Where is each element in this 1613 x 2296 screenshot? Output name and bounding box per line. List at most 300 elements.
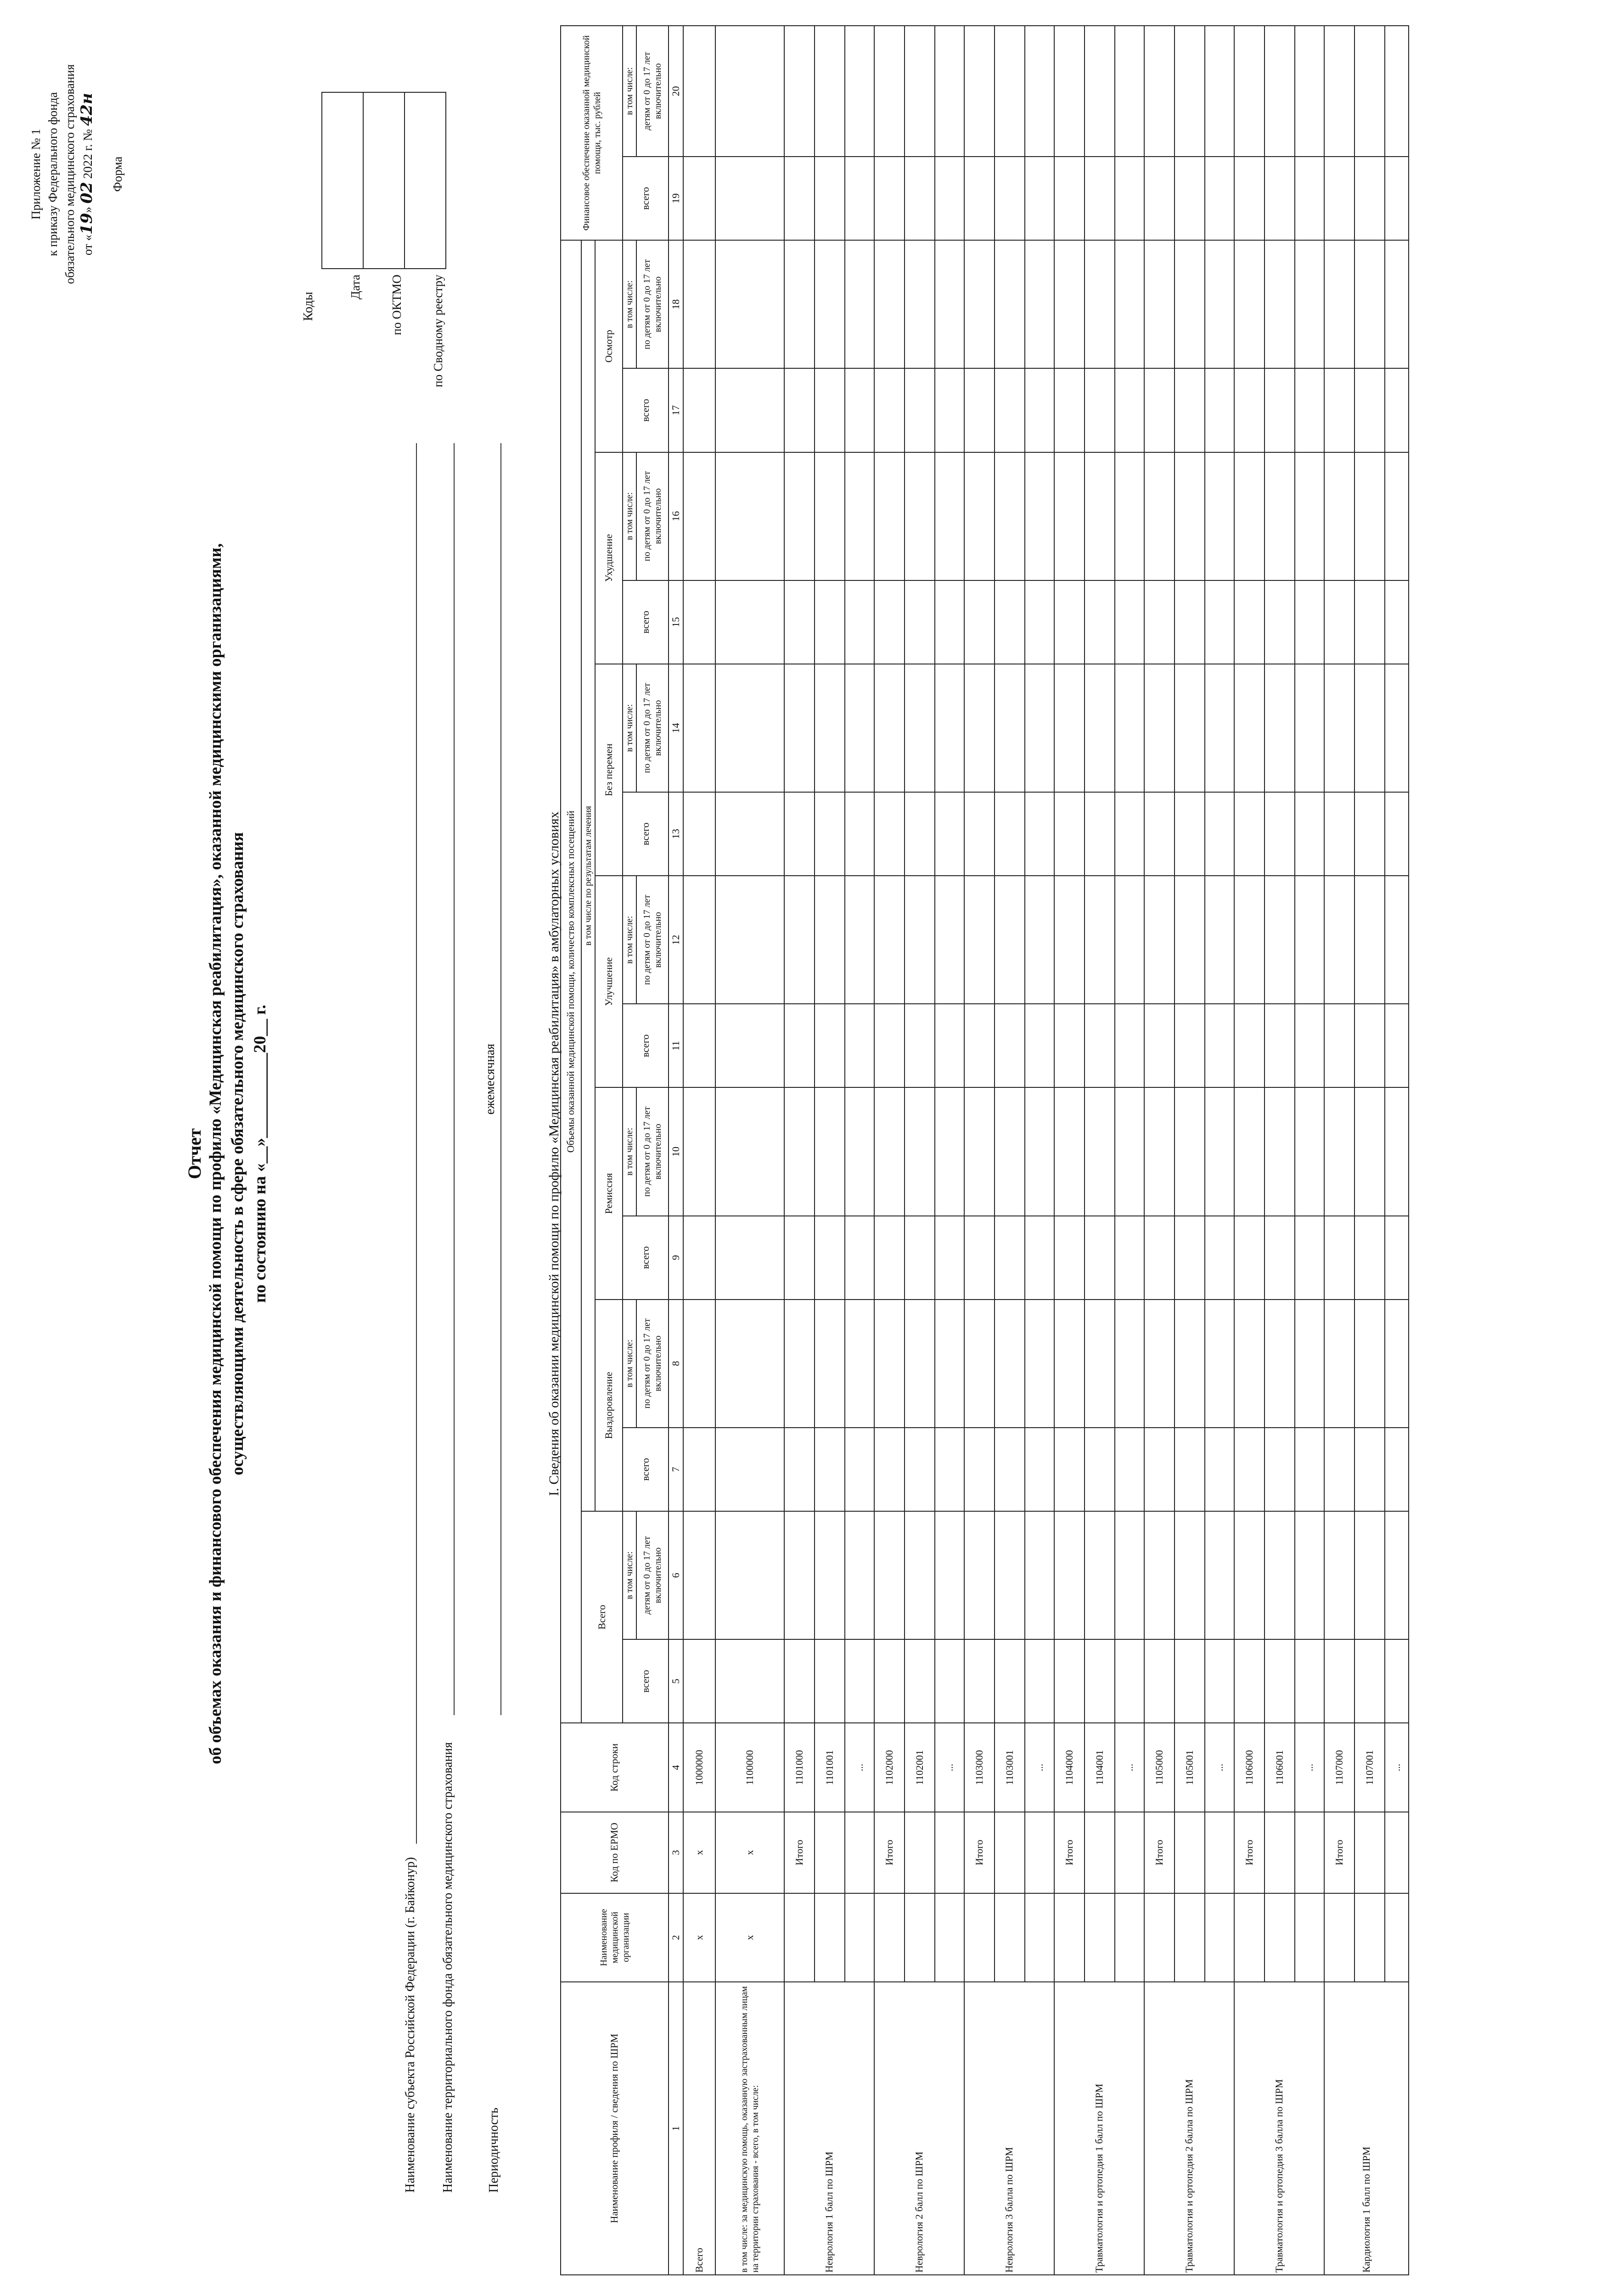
data-cell[interactable] — [1054, 1639, 1085, 1723]
data-cell[interactable] — [935, 1639, 964, 1723]
data-cell[interactable] — [1234, 580, 1265, 664]
data-cell[interactable] — [1295, 876, 1324, 1004]
data-cell[interactable] — [815, 580, 845, 664]
data-cell[interactable] — [1205, 580, 1234, 664]
data-cell[interactable] — [1085, 1087, 1115, 1216]
data-cell[interactable] — [1054, 1511, 1085, 1639]
data-cell[interactable] — [1324, 1511, 1354, 1639]
data-cell[interactable] — [683, 1511, 715, 1639]
data-cell[interactable] — [964, 1428, 995, 1511]
data-cell[interactable] — [1295, 580, 1324, 664]
data-cell[interactable] — [784, 1087, 815, 1216]
data-cell[interactable] — [1175, 1511, 1205, 1639]
data-cell[interactable] — [1354, 664, 1385, 792]
data-cell[interactable] — [1354, 368, 1385, 452]
data-cell[interactable] — [1234, 1428, 1265, 1511]
data-cell[interactable] — [1324, 26, 1354, 157]
data-cell[interactable] — [1085, 664, 1115, 792]
data-cell[interactable] — [995, 1087, 1025, 1216]
data-cell[interactable] — [815, 1428, 845, 1511]
data-cell[interactable] — [1085, 157, 1115, 240]
data-cell[interactable] — [1085, 1004, 1115, 1087]
data-cell[interactable] — [1205, 792, 1234, 876]
data-cell[interactable] — [1385, 1004, 1409, 1087]
data-cell[interactable] — [1054, 26, 1085, 157]
data-cell[interactable] — [1265, 1087, 1295, 1216]
data-cell[interactable] — [1295, 1300, 1324, 1428]
data-cell[interactable] — [1234, 26, 1265, 157]
data-cell[interactable] — [1025, 452, 1054, 580]
data-cell[interactable] — [905, 1300, 935, 1428]
data-cell[interactable] — [715, 26, 784, 157]
data-cell[interactable] — [845, 1639, 874, 1723]
data-cell[interactable] — [683, 664, 715, 792]
data-cell[interactable] — [1324, 792, 1354, 876]
row-org[interactable] — [1175, 1893, 1205, 1982]
data-cell[interactable] — [995, 664, 1025, 792]
data-cell[interactable] — [1054, 157, 1085, 240]
data-cell[interactable] — [1205, 157, 1234, 240]
data-cell[interactable] — [1144, 792, 1175, 876]
data-cell[interactable] — [935, 876, 964, 1004]
data-cell[interactable] — [1205, 664, 1234, 792]
data-cell[interactable] — [995, 157, 1025, 240]
data-cell[interactable] — [995, 876, 1025, 1004]
data-cell[interactable] — [1265, 1428, 1295, 1511]
row-org[interactable] — [995, 1893, 1025, 1982]
data-cell[interactable] — [683, 240, 715, 368]
data-cell[interactable] — [845, 1087, 874, 1216]
data-cell[interactable] — [905, 26, 935, 157]
data-cell[interactable] — [1144, 1216, 1175, 1300]
row-ermo[interactable] — [1385, 1812, 1409, 1893]
data-cell[interactable] — [715, 1300, 784, 1428]
data-cell[interactable] — [1205, 1639, 1234, 1723]
data-cell[interactable] — [1115, 1300, 1144, 1428]
data-cell[interactable] — [1265, 368, 1295, 452]
data-cell[interactable] — [1205, 452, 1234, 580]
row-org[interactable] — [1324, 1893, 1354, 1982]
data-cell[interactable] — [1265, 157, 1295, 240]
data-cell[interactable] — [905, 1639, 935, 1723]
data-cell[interactable] — [1265, 1216, 1295, 1300]
data-cell[interactable] — [815, 1004, 845, 1087]
data-cell[interactable] — [784, 452, 815, 580]
row-org[interactable] — [1085, 1893, 1115, 1982]
data-cell[interactable] — [715, 1087, 784, 1216]
data-cell[interactable] — [1385, 664, 1409, 792]
data-cell[interactable] — [715, 1639, 784, 1723]
data-cell[interactable] — [1085, 580, 1115, 664]
data-cell[interactable] — [964, 368, 995, 452]
data-cell[interactable] — [964, 876, 995, 1004]
data-cell[interactable] — [845, 580, 874, 664]
data-cell[interactable] — [1324, 1087, 1354, 1216]
data-cell[interactable] — [1354, 452, 1385, 580]
data-cell[interactable] — [1234, 452, 1265, 580]
data-cell[interactable] — [1085, 1639, 1115, 1723]
data-cell[interactable] — [1054, 792, 1085, 876]
data-cell[interactable] — [1385, 157, 1409, 240]
data-cell[interactable] — [874, 1428, 905, 1511]
data-cell[interactable] — [784, 1511, 815, 1639]
data-cell[interactable] — [995, 368, 1025, 452]
data-cell[interactable] — [845, 368, 874, 452]
data-cell[interactable] — [1115, 1216, 1144, 1300]
data-cell[interactable] — [683, 1428, 715, 1511]
data-cell[interactable] — [1025, 1216, 1054, 1300]
data-cell[interactable] — [1085, 876, 1115, 1004]
data-cell[interactable] — [1115, 1639, 1144, 1723]
row-org[interactable] — [784, 1893, 815, 1982]
data-cell[interactable] — [905, 240, 935, 368]
row-ermo[interactable] — [1295, 1812, 1324, 1893]
data-cell[interactable] — [964, 26, 995, 157]
data-cell[interactable] — [1144, 1300, 1175, 1428]
data-cell[interactable] — [1175, 792, 1205, 876]
row-ermo[interactable] — [1205, 1812, 1234, 1893]
data-cell[interactable] — [1025, 792, 1054, 876]
row-org[interactable] — [1115, 1893, 1144, 1982]
data-cell[interactable] — [995, 1216, 1025, 1300]
data-cell[interactable] — [905, 157, 935, 240]
data-cell[interactable] — [784, 1300, 815, 1428]
data-cell[interactable] — [1324, 1004, 1354, 1087]
data-cell[interactable] — [1385, 452, 1409, 580]
data-cell[interactable] — [935, 792, 964, 876]
row-org[interactable] — [1385, 1893, 1409, 1982]
data-cell[interactable] — [1324, 452, 1354, 580]
data-cell[interactable] — [784, 240, 815, 368]
data-cell[interactable] — [815, 368, 845, 452]
codes-date-box[interactable] — [322, 92, 363, 269]
data-cell[interactable] — [1175, 876, 1205, 1004]
data-cell[interactable] — [935, 1428, 964, 1511]
data-cell[interactable] — [935, 157, 964, 240]
row-ermo[interactable] — [905, 1812, 935, 1893]
data-cell[interactable] — [874, 876, 905, 1004]
data-cell[interactable] — [1115, 792, 1144, 876]
data-cell[interactable] — [683, 26, 715, 157]
data-cell[interactable] — [1385, 368, 1409, 452]
data-cell[interactable] — [1144, 157, 1175, 240]
data-cell[interactable] — [964, 792, 995, 876]
data-cell[interactable] — [905, 368, 935, 452]
data-cell[interactable] — [715, 876, 784, 1004]
data-cell[interactable] — [1175, 368, 1205, 452]
data-cell[interactable] — [715, 368, 784, 452]
data-cell[interactable] — [1054, 1428, 1085, 1511]
data-cell[interactable] — [1025, 368, 1054, 452]
data-cell[interactable] — [1115, 1004, 1144, 1087]
data-cell[interactable] — [1144, 452, 1175, 580]
data-cell[interactable] — [1265, 1511, 1295, 1639]
data-cell[interactable] — [1054, 1216, 1085, 1300]
data-cell[interactable] — [784, 157, 815, 240]
data-cell[interactable] — [683, 876, 715, 1004]
data-cell[interactable] — [683, 1639, 715, 1723]
data-cell[interactable] — [1175, 1216, 1205, 1300]
row-org[interactable] — [1265, 1893, 1295, 1982]
data-cell[interactable] — [845, 26, 874, 157]
data-cell[interactable] — [845, 1004, 874, 1087]
data-cell[interactable] — [1175, 1300, 1205, 1428]
data-cell[interactable] — [683, 368, 715, 452]
data-cell[interactable] — [935, 1004, 964, 1087]
data-cell[interactable] — [784, 664, 815, 792]
data-cell[interactable] — [1205, 1004, 1234, 1087]
data-cell[interactable] — [1025, 240, 1054, 368]
data-cell[interactable] — [995, 26, 1025, 157]
data-cell[interactable] — [935, 1087, 964, 1216]
data-cell[interactable] — [784, 26, 815, 157]
data-cell[interactable] — [1354, 1511, 1385, 1639]
data-cell[interactable] — [784, 1216, 815, 1300]
row-ermo[interactable] — [1025, 1812, 1054, 1893]
data-cell[interactable] — [905, 452, 935, 580]
data-cell[interactable] — [815, 1511, 845, 1639]
data-cell[interactable] — [1175, 240, 1205, 368]
data-cell[interactable] — [1205, 368, 1234, 452]
data-cell[interactable] — [1115, 452, 1144, 580]
data-cell[interactable] — [845, 1511, 874, 1639]
data-cell[interactable] — [1144, 26, 1175, 157]
codes-registry-box[interactable] — [405, 92, 446, 269]
data-cell[interactable] — [1324, 1216, 1354, 1300]
data-cell[interactable] — [815, 792, 845, 876]
data-cell[interactable] — [1234, 792, 1265, 876]
fund-line[interactable] — [454, 443, 455, 1715]
row-org[interactable] — [874, 1893, 905, 1982]
data-cell[interactable] — [1115, 368, 1144, 452]
data-cell[interactable] — [964, 1300, 995, 1428]
data-cell[interactable] — [1085, 368, 1115, 452]
data-cell[interactable] — [1295, 368, 1324, 452]
data-cell[interactable] — [1385, 792, 1409, 876]
data-cell[interactable] — [1324, 240, 1354, 368]
data-cell[interactable] — [1025, 1300, 1054, 1428]
data-cell[interactable] — [1115, 876, 1144, 1004]
data-cell[interactable] — [995, 240, 1025, 368]
data-cell[interactable] — [1025, 664, 1054, 792]
data-cell[interactable] — [1265, 26, 1295, 157]
data-cell[interactable] — [1265, 1004, 1295, 1087]
data-cell[interactable] — [1205, 1428, 1234, 1511]
data-cell[interactable] — [1265, 240, 1295, 368]
data-cell[interactable] — [905, 1428, 935, 1511]
data-cell[interactable] — [784, 1004, 815, 1087]
data-cell[interactable] — [1115, 1511, 1144, 1639]
data-cell[interactable] — [845, 1300, 874, 1428]
data-cell[interactable] — [1175, 664, 1205, 792]
data-cell[interactable] — [874, 452, 905, 580]
data-cell[interactable] — [935, 1216, 964, 1300]
data-cell[interactable] — [935, 452, 964, 580]
data-cell[interactable] — [1324, 1300, 1354, 1428]
data-cell[interactable] — [1385, 1639, 1409, 1723]
data-cell[interactable] — [1385, 1428, 1409, 1511]
data-cell[interactable] — [1234, 240, 1265, 368]
data-cell[interactable] — [1115, 240, 1144, 368]
data-cell[interactable] — [815, 664, 845, 792]
data-cell[interactable] — [995, 452, 1025, 580]
data-cell[interactable] — [1175, 1639, 1205, 1723]
data-cell[interactable] — [1234, 368, 1265, 452]
data-cell[interactable] — [995, 1428, 1025, 1511]
data-cell[interactable] — [964, 1216, 995, 1300]
data-cell[interactable] — [715, 240, 784, 368]
data-cell[interactable] — [874, 580, 905, 664]
data-cell[interactable] — [874, 664, 905, 792]
data-cell[interactable] — [1295, 792, 1324, 876]
data-cell[interactable] — [715, 580, 784, 664]
row-org[interactable] — [1025, 1893, 1054, 1982]
data-cell[interactable] — [964, 1087, 995, 1216]
codes-oktmo-box[interactable] — [363, 92, 405, 269]
data-cell[interactable] — [995, 1300, 1025, 1428]
data-cell[interactable] — [964, 664, 995, 792]
row-ermo[interactable] — [815, 1812, 845, 1893]
row-ermo[interactable] — [845, 1812, 874, 1893]
data-cell[interactable] — [935, 580, 964, 664]
row-org[interactable] — [1354, 1893, 1385, 1982]
data-cell[interactable] — [964, 1004, 995, 1087]
data-cell[interactable] — [1385, 240, 1409, 368]
row-org[interactable] — [905, 1893, 935, 1982]
row-ermo[interactable] — [1085, 1812, 1115, 1893]
data-cell[interactable] — [964, 452, 995, 580]
data-cell[interactable] — [1324, 157, 1354, 240]
data-cell[interactable] — [1295, 664, 1324, 792]
data-cell[interactable] — [874, 26, 905, 157]
data-cell[interactable] — [905, 792, 935, 876]
data-cell[interactable] — [874, 1639, 905, 1723]
data-cell[interactable] — [1115, 1087, 1144, 1216]
data-cell[interactable] — [1144, 1087, 1175, 1216]
data-cell[interactable] — [1175, 1004, 1205, 1087]
data-cell[interactable] — [1234, 1004, 1265, 1087]
data-cell[interactable] — [1144, 580, 1175, 664]
data-cell[interactable] — [715, 157, 784, 240]
data-cell[interactable] — [1295, 157, 1324, 240]
data-cell[interactable] — [845, 1216, 874, 1300]
data-cell[interactable] — [815, 240, 845, 368]
data-cell[interactable] — [1354, 1639, 1385, 1723]
data-cell[interactable] — [905, 580, 935, 664]
data-cell[interactable] — [1295, 452, 1324, 580]
data-cell[interactable] — [1054, 240, 1085, 368]
data-cell[interactable] — [874, 157, 905, 240]
data-cell[interactable] — [1175, 157, 1205, 240]
data-cell[interactable] — [905, 876, 935, 1004]
row-org[interactable] — [1234, 1893, 1265, 1982]
data-cell[interactable] — [1115, 26, 1144, 157]
data-cell[interactable] — [1144, 1511, 1175, 1639]
data-cell[interactable] — [1354, 240, 1385, 368]
data-cell[interactable] — [845, 1428, 874, 1511]
data-cell[interactable] — [815, 1216, 845, 1300]
data-cell[interactable] — [715, 1428, 784, 1511]
row-ermo[interactable] — [1265, 1812, 1295, 1893]
data-cell[interactable] — [1025, 157, 1054, 240]
data-cell[interactable] — [995, 1639, 1025, 1723]
data-cell[interactable] — [1234, 1216, 1265, 1300]
data-cell[interactable] — [1354, 26, 1385, 157]
data-cell[interactable] — [815, 1300, 845, 1428]
data-cell[interactable] — [784, 368, 815, 452]
data-cell[interactable] — [1025, 1004, 1054, 1087]
data-cell[interactable] — [1385, 876, 1409, 1004]
data-cell[interactable] — [1025, 1511, 1054, 1639]
data-cell[interactable] — [1234, 1300, 1265, 1428]
data-cell[interactable] — [1354, 792, 1385, 876]
data-cell[interactable] — [1234, 1639, 1265, 1723]
data-cell[interactable] — [1295, 1216, 1324, 1300]
data-cell[interactable] — [1234, 157, 1265, 240]
data-cell[interactable] — [784, 1428, 815, 1511]
data-cell[interactable] — [1354, 876, 1385, 1004]
data-cell[interactable] — [905, 1087, 935, 1216]
row-ermo[interactable] — [1175, 1812, 1205, 1893]
data-cell[interactable] — [1354, 1300, 1385, 1428]
row-org[interactable] — [964, 1893, 995, 1982]
data-cell[interactable] — [1085, 1300, 1115, 1428]
data-cell[interactable] — [964, 1639, 995, 1723]
data-cell[interactable] — [964, 580, 995, 664]
row-ermo[interactable] — [995, 1812, 1025, 1893]
data-cell[interactable] — [1205, 1216, 1234, 1300]
data-cell[interactable] — [815, 1639, 845, 1723]
row-ermo[interactable] — [1354, 1812, 1385, 1893]
data-cell[interactable] — [1385, 1300, 1409, 1428]
data-cell[interactable] — [1385, 26, 1409, 157]
data-cell[interactable] — [1324, 1428, 1354, 1511]
data-cell[interactable] — [683, 1087, 715, 1216]
data-cell[interactable] — [874, 1004, 905, 1087]
data-cell[interactable] — [815, 1087, 845, 1216]
data-cell[interactable] — [1354, 1087, 1385, 1216]
data-cell[interactable] — [1025, 580, 1054, 664]
data-cell[interactable] — [1295, 26, 1324, 157]
data-cell[interactable] — [964, 240, 995, 368]
data-cell[interactable] — [1265, 664, 1295, 792]
data-cell[interactable] — [715, 664, 784, 792]
data-cell[interactable] — [1234, 1087, 1265, 1216]
data-cell[interactable] — [1054, 452, 1085, 580]
data-cell[interactable] — [1175, 1428, 1205, 1511]
row-ermo[interactable] — [935, 1812, 964, 1893]
data-cell[interactable] — [1295, 1428, 1324, 1511]
data-cell[interactable] — [683, 157, 715, 240]
data-cell[interactable] — [1085, 792, 1115, 876]
data-cell[interactable] — [1205, 1511, 1234, 1639]
data-cell[interactable] — [1175, 26, 1205, 157]
data-cell[interactable] — [1205, 876, 1234, 1004]
data-cell[interactable] — [1265, 580, 1295, 664]
row-org[interactable] — [815, 1893, 845, 1982]
data-cell[interactable] — [815, 876, 845, 1004]
data-cell[interactable] — [905, 1004, 935, 1087]
data-cell[interactable] — [1054, 1087, 1085, 1216]
data-cell[interactable] — [1265, 792, 1295, 876]
data-cell[interactable] — [784, 1639, 815, 1723]
data-cell[interactable] — [1265, 1639, 1295, 1723]
data-cell[interactable] — [1354, 157, 1385, 240]
data-cell[interactable] — [1205, 240, 1234, 368]
data-cell[interactable] — [683, 1004, 715, 1087]
data-cell[interactable] — [1144, 664, 1175, 792]
data-cell[interactable] — [1234, 876, 1265, 1004]
